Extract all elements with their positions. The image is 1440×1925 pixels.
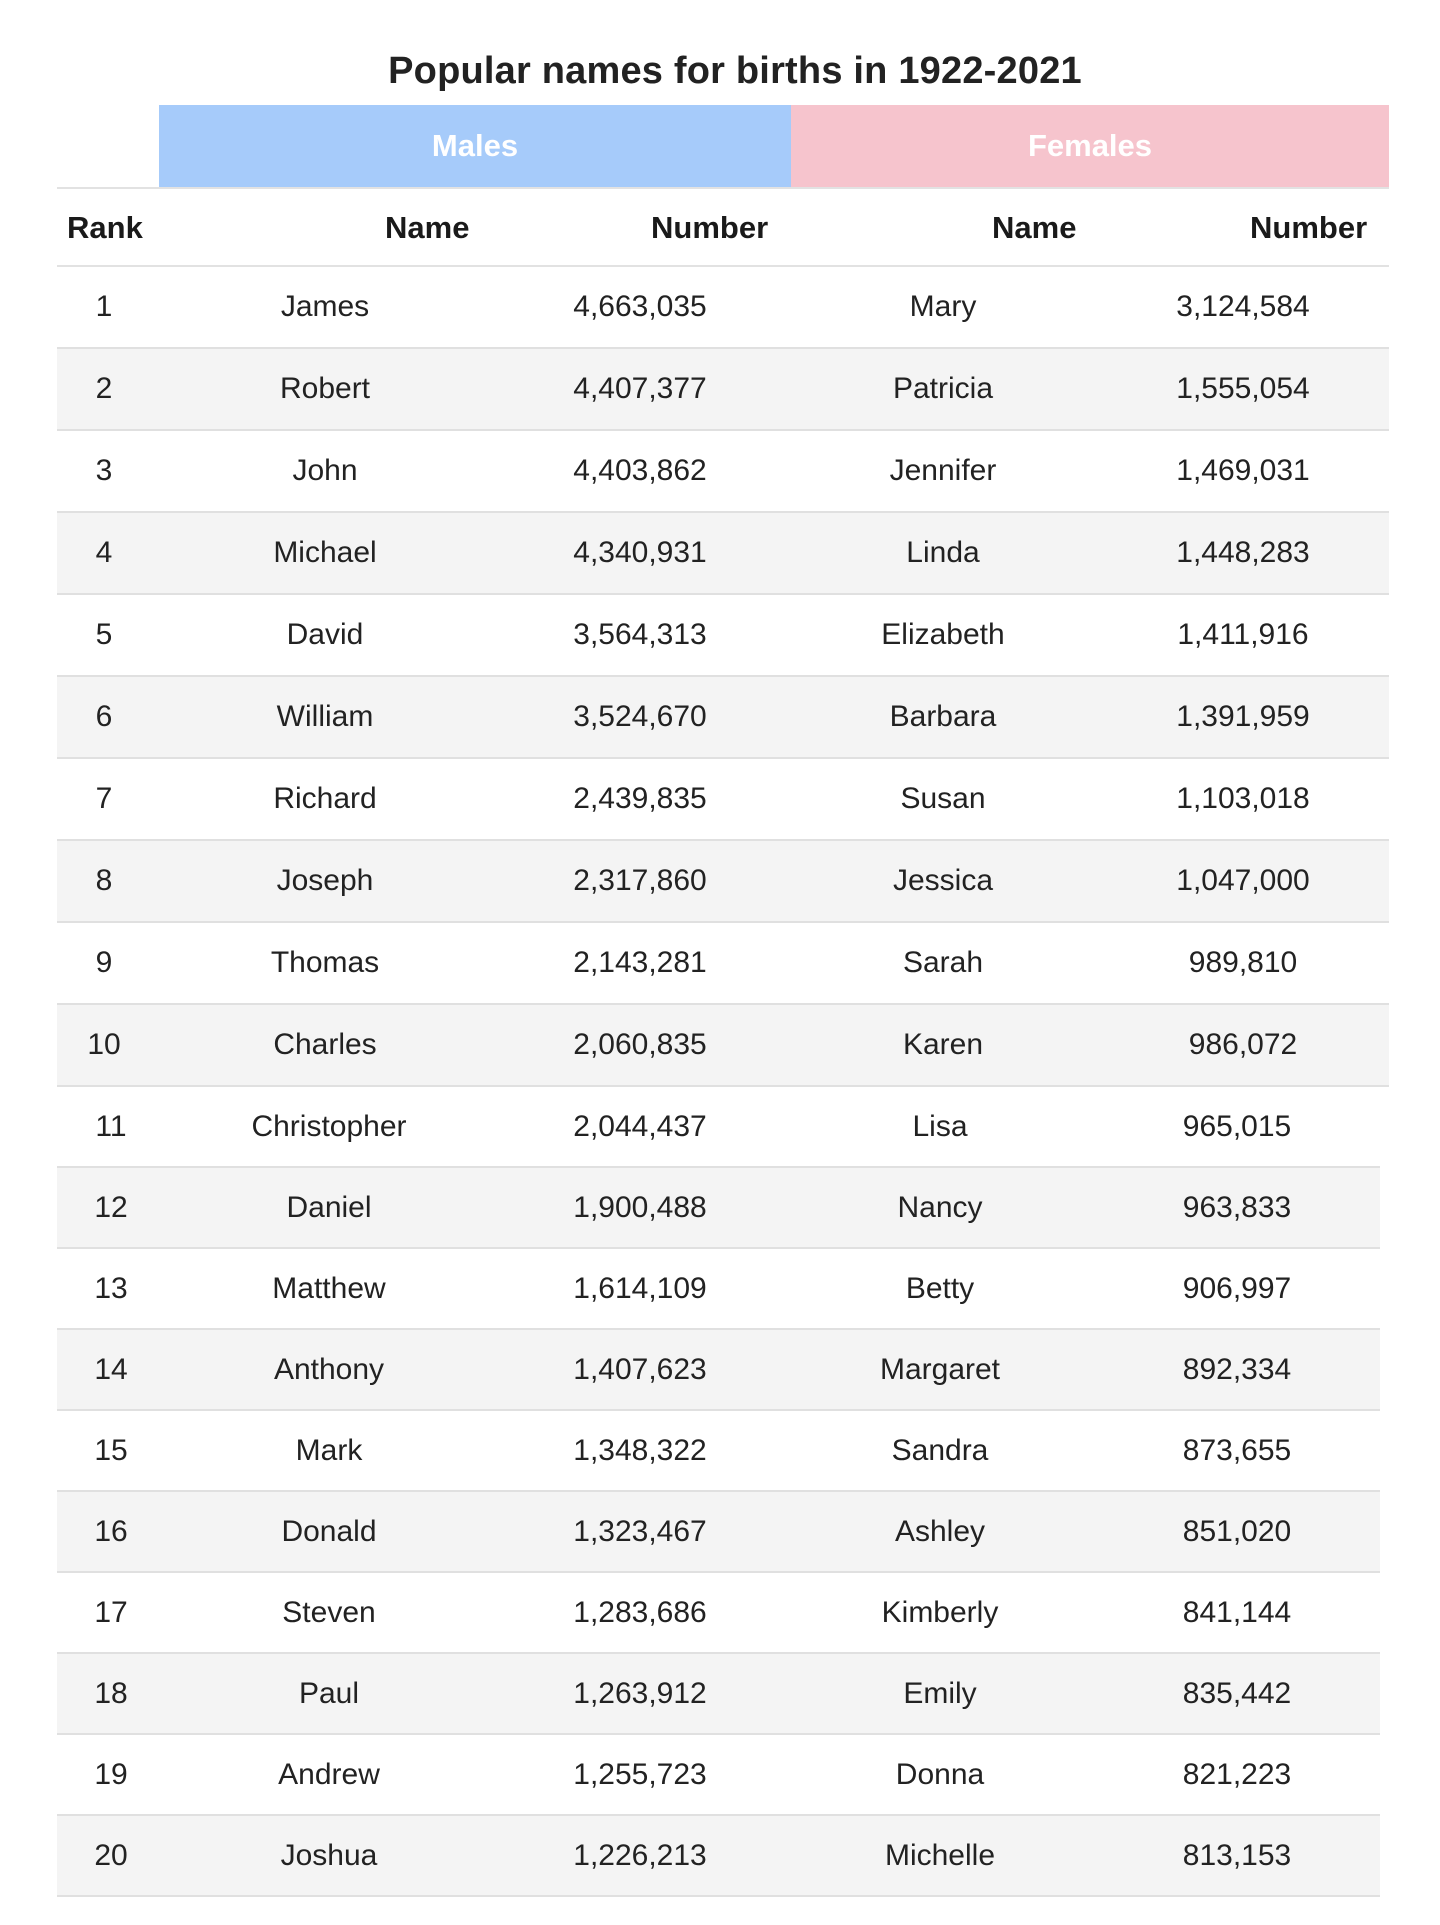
female-number-cell: 813,153 — [1182, 1838, 1292, 1872]
rank-cell: 3 — [95, 454, 113, 487]
female-number-column-header: Number — [1250, 210, 1368, 245]
female-number-cell: 963,833 — [1182, 1190, 1292, 1224]
male-number-cell: 2,044,437 — [573, 1109, 707, 1143]
female-number-cell: 986,072 — [1188, 1028, 1298, 1061]
rank-cell: 16 — [94, 1514, 128, 1548]
male-number-cell: 4,403,862 — [573, 454, 707, 487]
rank-cell: 2 — [95, 372, 113, 405]
table-row — [57, 1816, 1380, 1897]
male-name-cell: Steven — [282, 1595, 376, 1629]
rank-cell: 11 — [95, 1109, 127, 1143]
female-name-column-header: Name — [992, 210, 1077, 245]
male-number-cell: 1,263,912 — [573, 1676, 707, 1710]
table-row — [57, 1735, 1380, 1816]
female-number-cell: 1,411,916 — [1177, 618, 1309, 651]
table-row — [57, 513, 1389, 595]
table-row — [57, 1411, 1380, 1492]
female-name-cell: Lisa — [912, 1109, 968, 1143]
male-number-cell: 1,614,109 — [573, 1271, 707, 1305]
rank-cell: 13 — [94, 1271, 128, 1305]
male-number-cell: 1,323,467 — [573, 1514, 707, 1548]
male-number-cell: 1,226,213 — [573, 1838, 707, 1872]
male-name-cell: Richard — [273, 782, 377, 815]
female-name-cell: Michelle — [884, 1838, 996, 1872]
rank-cell: 15 — [94, 1433, 128, 1467]
female-name-cell: Barbara — [889, 700, 997, 733]
male-name-cell: Paul — [298, 1676, 360, 1710]
male-name-cell: William — [276, 700, 374, 733]
table-row — [57, 1492, 1380, 1573]
male-number-cell: 3,524,670 — [573, 700, 707, 733]
rank-cell: 6 — [95, 700, 113, 733]
table-row — [57, 677, 1389, 759]
female-number-cell: 1,103,018 — [1176, 782, 1310, 815]
female-number-cell: 892,334 — [1182, 1352, 1292, 1386]
male-name-column-header: Name — [385, 210, 470, 245]
female-name-cell: Emily — [903, 1676, 977, 1710]
rank-cell: 10 — [87, 1028, 121, 1061]
male-name-cell: Daniel — [286, 1190, 372, 1224]
female-number-cell: 1,555,054 — [1176, 372, 1310, 405]
rank-cell: 12 — [94, 1190, 128, 1224]
female-number-cell: 835,442 — [1182, 1676, 1292, 1710]
female-name-cell: Ashley — [894, 1514, 986, 1548]
male-name-cell: Andrew — [278, 1757, 380, 1791]
table-row — [57, 1249, 1380, 1330]
male-number-cell: 1,255,723 — [573, 1757, 707, 1791]
female-number-cell: 965,015 — [1182, 1109, 1292, 1143]
male-number-cell: 1,283,686 — [573, 1595, 707, 1629]
female-number-cell: 873,655 — [1182, 1433, 1292, 1467]
table-row — [57, 267, 1389, 349]
rank-cell: 18 — [94, 1676, 128, 1710]
male-number-cell: 2,439,835 — [573, 782, 707, 815]
male-name-cell: Matthew — [272, 1271, 386, 1305]
table-row — [57, 1330, 1380, 1411]
male-name-cell: Joseph — [276, 864, 374, 897]
female-number-cell: 1,391,959 — [1176, 700, 1310, 733]
female-number-cell: 1,047,000 — [1176, 864, 1310, 897]
female-name-cell: Sandra — [891, 1433, 989, 1467]
male-number-cell: 4,340,931 — [573, 536, 707, 569]
rank-cell: 5 — [95, 618, 113, 651]
male-name-cell: Donald — [281, 1514, 377, 1548]
male-name-cell: Anthony — [273, 1352, 385, 1386]
rank-cell: 17 — [94, 1595, 128, 1629]
male-name-cell: Mark — [295, 1433, 363, 1467]
male-name-cell: David — [286, 618, 364, 651]
female-name-cell: Kimberly — [881, 1595, 999, 1629]
male-number-cell: 3,564,313 — [573, 618, 707, 651]
male-name-cell: Charles — [273, 1028, 377, 1061]
female-name-cell: Margaret — [879, 1352, 1001, 1386]
rank-cell: 9 — [95, 946, 113, 979]
male-name-cell: Joshua — [280, 1838, 378, 1872]
female-name-cell: Jessica — [892, 864, 994, 897]
female-number-cell: 3,124,584 — [1176, 290, 1310, 323]
female-name-cell: Linda — [906, 536, 980, 569]
table-row — [57, 1005, 1389, 1087]
female-name-cell: Betty — [905, 1271, 975, 1305]
female-name-cell: Jennifer — [889, 454, 997, 487]
female-number-cell: 821,223 — [1182, 1757, 1292, 1791]
male-name-cell: Thomas — [270, 946, 380, 979]
table-row — [57, 1087, 1380, 1168]
male-number-cell: 4,407,377 — [573, 372, 707, 405]
female-number-cell: 1,469,031 — [1176, 454, 1310, 487]
rank-cell: 4 — [95, 536, 113, 569]
female-name-cell: Elizabeth — [881, 618, 1005, 651]
table-row — [57, 1168, 1380, 1249]
male-number-cell: 2,143,281 — [573, 946, 707, 979]
female-name-cell: Mary — [909, 290, 977, 323]
rank-cell: 14 — [94, 1352, 128, 1386]
rank-cell: 19 — [94, 1757, 128, 1791]
female-number-cell: 1,448,283 — [1176, 536, 1310, 569]
males-group-header: Males — [159, 105, 791, 187]
rank-cell: 8 — [95, 864, 113, 897]
male-name-cell: Christopher — [251, 1109, 407, 1143]
female-name-cell: Susan — [900, 782, 986, 815]
male-number-cell: 4,663,035 — [573, 290, 707, 323]
female-name-cell: Sarah — [902, 946, 984, 979]
table-row — [57, 431, 1389, 513]
female-number-cell: 851,020 — [1182, 1514, 1292, 1548]
table-row — [57, 595, 1389, 677]
male-number-cell: 1,900,488 — [573, 1190, 707, 1224]
rank-column-header: Rank — [67, 210, 143, 245]
male-name-cell: John — [292, 454, 358, 487]
table-row — [57, 1573, 1380, 1654]
female-name-cell: Donna — [895, 1757, 985, 1791]
female-number-cell: 841,144 — [1182, 1595, 1292, 1629]
table-row — [57, 759, 1389, 841]
female-name-cell: Karen — [902, 1028, 984, 1061]
table-row — [57, 1654, 1380, 1735]
table-body — [57, 267, 1389, 1897]
rank-cell: 7 — [95, 782, 113, 815]
male-name-cell: James — [280, 290, 370, 323]
rank-cell: 1 — [95, 290, 113, 323]
female-name-cell: Nancy — [897, 1190, 983, 1224]
female-number-cell: 906,997 — [1182, 1271, 1292, 1305]
male-number-column-header: Number — [651, 210, 769, 245]
female-name-cell: Patricia — [892, 372, 994, 405]
male-number-cell: 1,407,623 — [573, 1352, 707, 1386]
male-name-cell: Robert — [279, 372, 371, 405]
table-title: Popular names for births in 1922-2021 — [388, 50, 1082, 92]
male-number-cell: 1,348,322 — [573, 1433, 707, 1467]
column-header-row — [57, 187, 1389, 267]
female-number-cell: 989,810 — [1188, 946, 1298, 979]
table-row — [57, 923, 1389, 1005]
male-number-cell: 2,060,835 — [573, 1028, 707, 1061]
male-number-cell: 2,317,860 — [573, 864, 707, 897]
females-group-header: Females — [791, 105, 1389, 187]
male-name-cell: Michael — [273, 536, 377, 569]
table-row — [57, 349, 1389, 431]
rank-cell: 20 — [94, 1838, 128, 1872]
table-row — [57, 841, 1389, 923]
